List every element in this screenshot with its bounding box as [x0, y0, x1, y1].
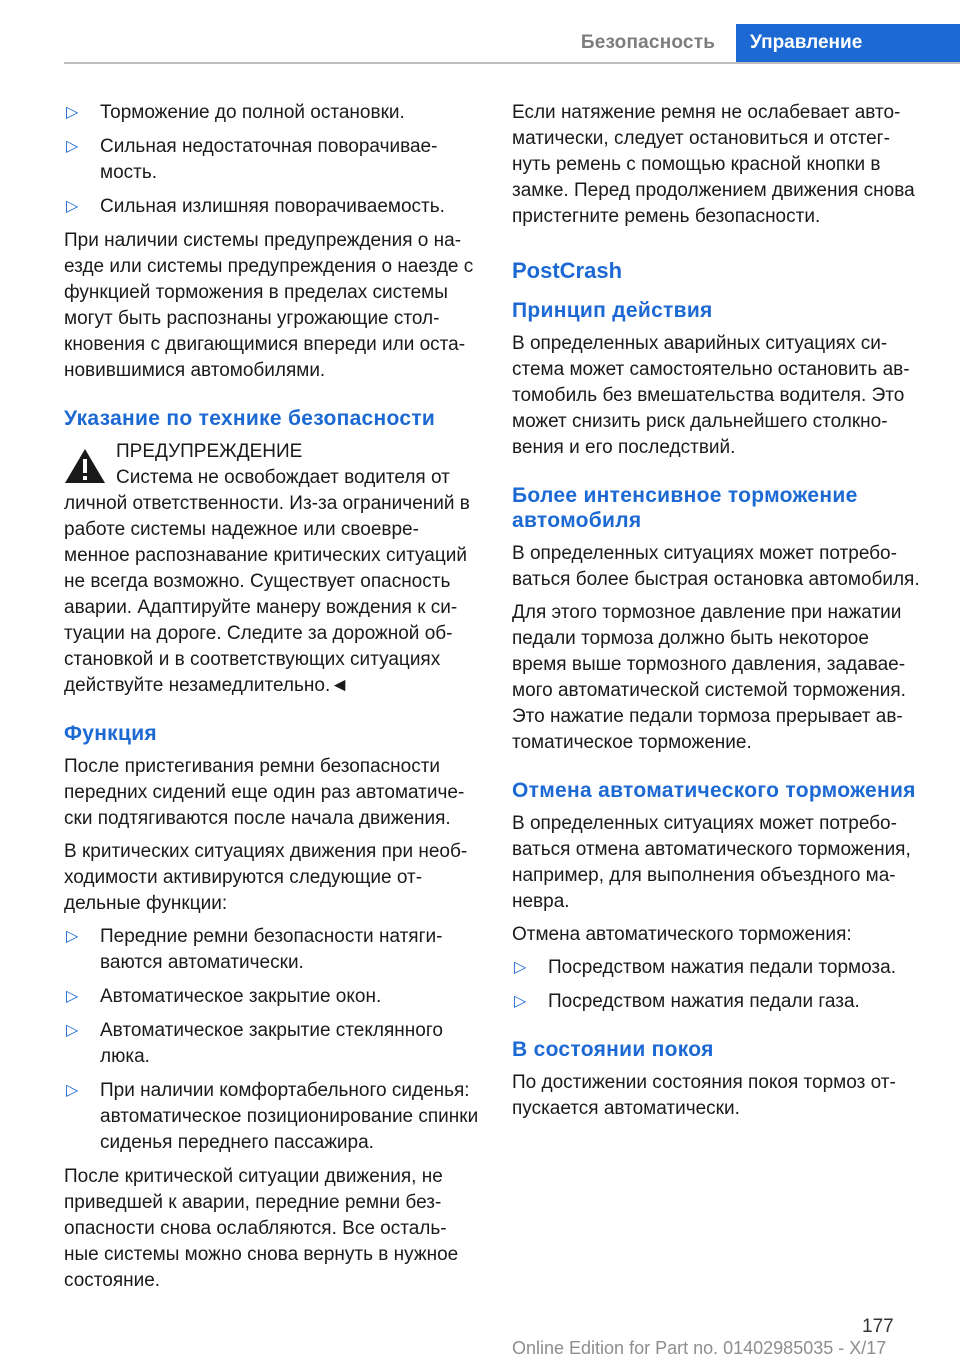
bullet-triangle-icon: ▷ — [66, 988, 79, 1005]
list-item-text: Посредством нажатия педали тормоза. — [548, 957, 896, 978]
warning-text: личной ответственности. Из-за ограничений в работе системы надежное или своевре‐менное распознавание критических ситуаций не всегда возможно. Существует опасность аварии. Адаптируйте манеру вождения к си‐туации на дороге. Следите за дорожной об‐становкой и в соответствующих ситуациях действуйте незамедлительно.◄ — [64, 493, 470, 696]
list-item — [64, 924, 480, 976]
standstill-heading: В состоянии покоя — [512, 1038, 714, 1061]
section-tab-safety[interactable]: Безопасность — [580, 32, 716, 53]
function-heading: Функция — [64, 722, 157, 745]
paragraph: В определенных ситуациях может потребо‐ваться более быстрая остановка автомобиля. — [512, 543, 920, 590]
warning-title: ПРЕДУПРЕЖДЕНИЕ — [116, 441, 303, 462]
postcrash-heading: PostCrash — [512, 258, 623, 283]
section-tab-controls[interactable]: Управление — [736, 24, 960, 62]
page-number: 177 — [862, 1316, 894, 1337]
list-item — [64, 1018, 480, 1070]
paragraph: Если натяжение ремня не ослабевает авто‐матически, следует остановиться и отстег‐нуть ремень с помощью красной кнопки в замке. Перед продолжением движения снова пристегните ремень безопасности. — [512, 102, 915, 227]
list-item — [64, 134, 480, 186]
paragraph: При наличии системы предупреждения о на‐езде или системы предупреждения о наезде с функцией торможения в пределах системы могут быть распознаны угрожающие стол‐кновения с двигающимися впереди или оста‐новившимися автомобилями. — [64, 230, 474, 381]
intensive-braking-heading: Более интенсивное торможение автомобиля — [512, 484, 858, 532]
paragraph: Для этого тормозное давление при нажатии педали тормоза должно быть некоторое время выше тормозного давления, задавае‐мого автоматической системой торможения. Это нажатие педали тормоза прерывает ав‐томатическое торможение. — [512, 602, 906, 753]
list-item-text: Торможение до полной остановки. — [100, 102, 405, 123]
warning-triangle-icon — [64, 447, 106, 485]
right-column — [512, 100, 928, 1129]
list-item-text: Посредством нажатия педали газа. — [548, 991, 860, 1012]
paragraph: По достижении состояния покоя тормоз от‐пускается автоматически. — [512, 1072, 896, 1119]
list-item — [64, 984, 480, 1010]
list-item-text: При наличии комфортабельного сиденья: автоматическое позиционирование спинки сиденья переднего пассажира. — [100, 1080, 479, 1153]
paragraph: В определенных ситуациях может потребо‐ваться отмена автоматического торможения, например, для выполнения объездного ма‐невра. — [512, 813, 911, 912]
bullet-triangle-icon: ▷ — [66, 1082, 79, 1099]
list-item-text: Автоматическое закрытие окон. — [100, 986, 382, 1007]
warning-text-first-line: Система не освобождает водителя от — [116, 467, 450, 488]
cancel-braking-heading: Отмена автоматического торможения — [512, 779, 916, 802]
header-divider — [64, 62, 960, 64]
bullet-triangle-icon: ▷ — [514, 959, 527, 976]
principle-heading: Принцип действия — [512, 299, 713, 322]
page-header — [0, 0, 960, 62]
paragraph: После критической ситуации движения, не приведшей к аварии, передние ремни без‐опасности снова ослабляются. Все осталь‐ные системы можно снова вернуть в нужное состояние. — [64, 1166, 459, 1291]
left-column — [64, 100, 480, 1301]
paragraph: В критических ситуациях движения при необ‐ходимости активируются следующие от‐дельные функции: — [64, 841, 468, 914]
bullet-triangle-icon: ▷ — [514, 993, 527, 1010]
list-item-text: Сильная недостаточная поворачивае‐мость. — [100, 136, 438, 183]
list-item — [64, 1078, 480, 1156]
bullet-triangle-icon: ▷ — [66, 928, 79, 945]
bullet-triangle-icon: ▷ — [66, 1022, 79, 1039]
safety-heading: Указание по технике безопасности — [64, 407, 436, 430]
list-item — [512, 955, 928, 981]
bullet-triangle-icon: ▷ — [66, 198, 79, 215]
paragraph: После пристегивания ремни безопасности передних сидений еще один раз автоматиче‐ски подтягиваются после начала движения. — [64, 756, 465, 829]
bullet-triangle-icon: ▷ — [66, 138, 79, 155]
edition-footer: Online Edition for Part no. 01402985035 - X/17 — [512, 1338, 887, 1358]
list-item-text: Сильная излишняя поворачиваемость. — [100, 196, 445, 217]
list-item-text: Передние ремни безопасности натяги‐ваются автоматически. — [100, 926, 443, 973]
warning-block — [64, 439, 480, 491]
list-item — [512, 989, 928, 1015]
list-item-text: Автоматическое закрытие стеклянного люка. — [100, 1020, 443, 1067]
list-item — [64, 100, 480, 126]
paragraph: В определенных аварийных ситуациях си‐стема может самостоятельно остановить ав‐томобиль без вмешательства водителя. Это может снизить риск дальнейшего столкно‐вения и его последствий. — [512, 333, 910, 458]
list-item — [64, 194, 480, 220]
paragraph: Отмена автоматического торможения: — [512, 924, 852, 945]
bullet-triangle-icon: ▷ — [66, 104, 79, 121]
